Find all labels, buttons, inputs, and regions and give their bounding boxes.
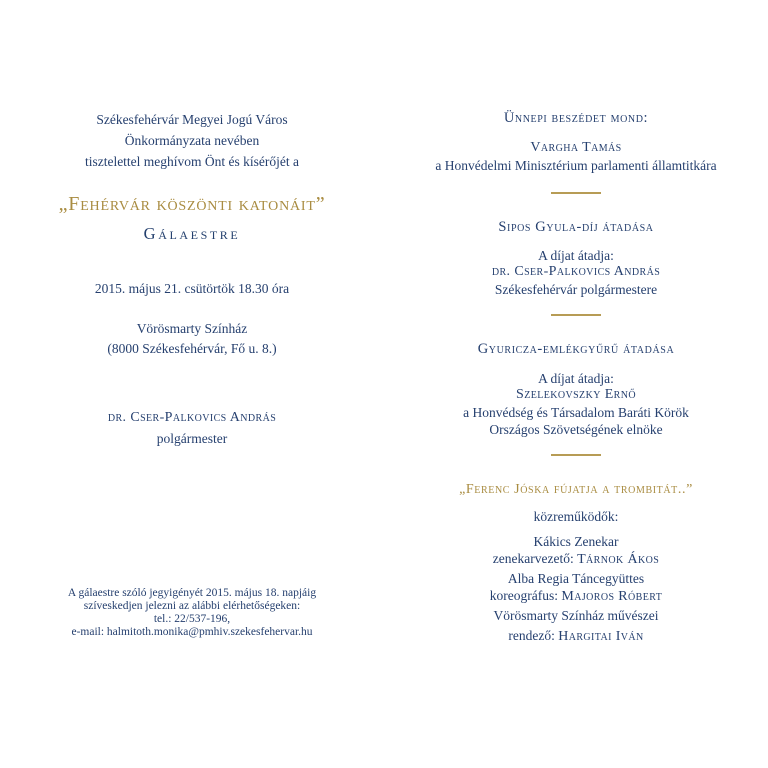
role-person-2: Majoros Róbert [561,589,663,604]
gold-divider-1 [551,192,601,194]
award2-presenter-title-2: Országos Szövetségének elnöke [489,422,663,437]
role-label-3: rendező: [508,628,559,643]
role-person-3: Hargitai Iván [558,629,644,644]
rsvp-line-2: szíveskedjen jelezni az alábbi elérhetőségeken: [83,600,301,612]
speaker-title: a Honvédelmi Minisztérium parlamenti államtitkára [435,158,717,173]
role-label-2: koreográfus: [489,588,562,603]
award2-presenter-title-1: a Honvédség és Társadalom Baráti Körök [463,405,689,420]
event-subtitle: Gálaestre [143,224,241,243]
right-panel [400,0,752,768]
intro-line-3: tisztelettel meghívom Önt és kísérőjét a [84,154,300,169]
award2-presenter-name: Szelekovszky Ernő [516,387,636,402]
role-label-1: zenekarvezető: [492,551,578,566]
rsvp-line-3: tel.: 22/537-196, [153,613,231,625]
venue-name: Vörösmarty Színház [136,321,248,336]
program-group-2: Alba Regia Táncegyüttes [507,571,645,586]
program-role-line-3 [400,627,752,645]
rsvp-line-1: A gálaestre szóló jegyigényét 2015. május 18. napjáig [67,587,317,599]
gold-divider-3 [551,454,601,456]
role-person-1: Tárnok Ákos [577,552,660,567]
gold-divider-2 [551,314,601,316]
program-role-line-2 [400,587,752,605]
host-title: polgármester [156,431,228,446]
speech-heading: Ünnepi beszédet mond: [503,110,649,126]
event-title: „Fehérvár köszönti katonáit” [58,193,326,215]
host-name: dr. Cser-Palkovics András [107,410,277,425]
intro-line-2: Önkormányzata nevében [124,133,260,148]
event-datetime: 2015. május 21. csütörtök 18.30 óra [94,281,290,296]
program-group-3: Vörösmarty Színház művészei [493,608,659,623]
award1-presenter-label: A díjat átadja: [538,248,614,263]
program-role-line-1 [400,550,752,568]
intro-line-1: Székesfehérvár Megyei Jogú Város [96,112,288,127]
award2-presenter-label: A díjat átadja: [538,371,614,386]
left-panel [16,0,368,768]
venue-address: (8000 Székesfehérvár, Fő u. 8.) [107,341,277,356]
program-title: „Ferenc Jóska fújatja a trombitát..” [459,482,693,497]
contributors-label: közreműködők: [533,509,619,524]
award1-presenter-title: Székesfehérvár polgármestere [494,282,658,297]
speaker-name: Vargha Tamás [530,140,622,155]
program-group-1: Kákics Zenekar [533,534,619,549]
rsvp-email-line: e-mail: halmitoth.monika@pmhiv.szekesfehervar.hu [71,626,313,638]
award2-heading: Gyuricza-emlékgyűrű átadása [477,341,675,357]
award1-presenter-name: dr. Cser-Palkovics András [491,264,661,279]
award1-heading: Sipos Gyula-díj átadása [498,219,654,235]
